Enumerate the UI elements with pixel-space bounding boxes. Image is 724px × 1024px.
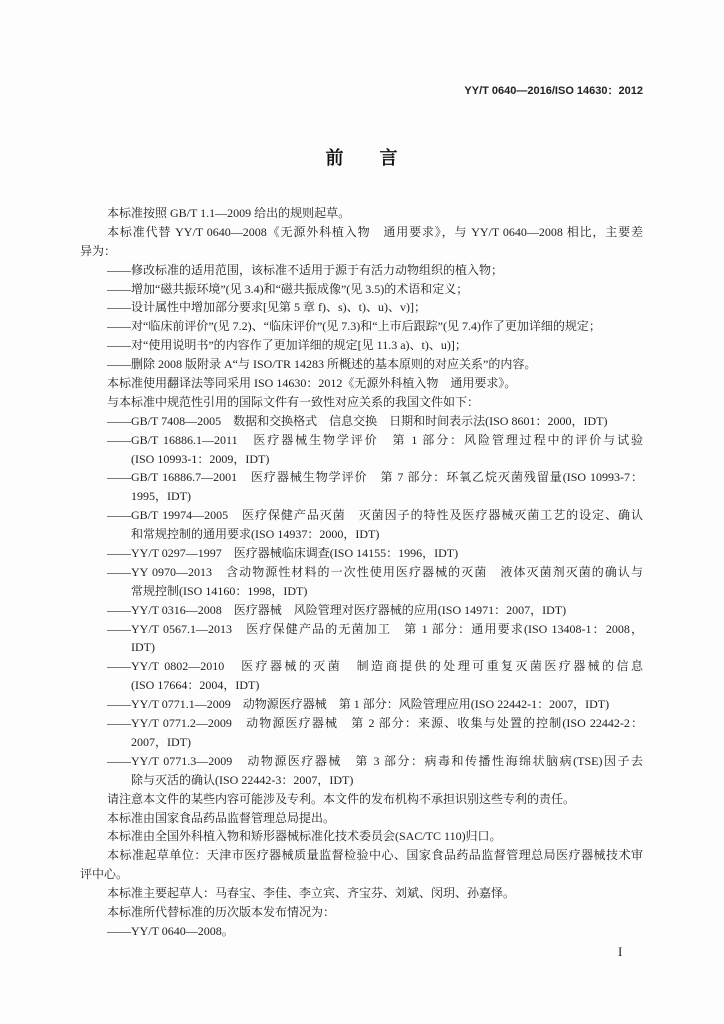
replacement-paragraph-continuation: 异为： — [80, 243, 117, 258]
reference-item: ——GB/T 7408—2005 数据和交换格式 信息交换 日期和时间表示法(ISO 8601：2000，IDT) — [107, 413, 608, 428]
reference-item-continuation: 2007，IDT) — [131, 734, 191, 749]
reference-item: ——YY/T 0802—2010 医疗器械的灭菌 制造商提供的处理可重复灭菌医疗器械的信息 — [107, 659, 643, 674]
proposer-paragraph: 本标准由国家食品药品监督管理总局提出。 — [107, 810, 336, 825]
change-item: ——修改标准的适用范围，该标准不适用于源于有活力动物组织的植入物； — [107, 262, 504, 277]
reference-item: ——YY/T 0316—2008 医疗器械 风险管理对医疗器械的应用(ISO 14971：2007，IDT) — [107, 602, 567, 617]
page-number: I — [618, 944, 623, 959]
standard-code-header: YY/T 0640—2016/ISO 14630：2012 — [464, 85, 643, 97]
reference-item: ——YY/T 0771.2—2009 动物源医疗器械 第 2 部分：来源、收集与处置的控制(ISO 22442-2： — [107, 716, 643, 731]
reference-item-continuation: 常规控制(ISO 14160：1998，IDT) — [131, 583, 308, 598]
references-intro-paragraph: 与本标准中规范性引用的国际文件有一致性对应关系的我国文件如下： — [107, 394, 480, 409]
patent-notice-paragraph: 请注意本文件的某些内容可能涉及专利。本文件的发布机构不承担识别这些专利的责任。 — [107, 791, 576, 806]
reference-item: ——YY 0970—2013 含动物源性材料的一次性使用医疗器械的灭菌 液体灭菌剂灭菌的确认与 — [107, 564, 643, 579]
history-intro-paragraph: 本标准所代替标准的历次版本发布情况为： — [107, 904, 336, 919]
reference-item: ——YY/T 0567.1—2013 医疗保健产品的无菌加工 第 1 部分：通用要求(ISO 13408-1：2008， — [107, 621, 643, 636]
reference-item: ——GB/T 16886.7—2001 医疗器械生物学评价 第 7 部分：环氧乙烷灭菌残留量(ISO 10993-7： — [107, 470, 643, 485]
reference-item-continuation: (ISO 17664：2004，IDT) — [131, 678, 260, 693]
drafters-paragraph: 本标准主要起草人：马春宝、李佳、李立宾、齐宝芬、刘斌、闵玥、孙嘉怿。 — [107, 886, 516, 901]
foreword-body — [80, 204, 643, 941]
reference-item-continuation: 除与灭活的确认(ISO 22442-3：2007，IDT) — [131, 772, 354, 787]
reference-item: ——YY/T 0771.1—2009 动物源医疗器械 第 1 部分：风险管理应用(ISO 22442-1：2007，IDT) — [107, 697, 610, 712]
reference-item: ——YY/T 0297—1997 医疗器械临床调查(ISO 14155：1996，IDT) — [107, 546, 459, 561]
drafting-rule-paragraph: 本标准按照 GB/T 1.1—2009 给出的规则起草。 — [107, 206, 351, 220]
drafting-units-paragraph-continuation: 评中心。 — [80, 867, 129, 882]
reference-item-continuation: IDT) — [131, 640, 155, 655]
reference-item: ——GB/T 19974—2005 医疗保健产品灭菌 灭菌因子的特性及医疗器械灭菌工艺的设定、确认 — [107, 508, 643, 523]
adoption-paragraph: 本标准使用翻译法等同采用 ISO 14630：2012《无源外科植入物 通用要求》。 — [107, 376, 517, 391]
change-item: ——增加“磁共振环境”(见 3.4)和“磁共振成像”(见 3.5)的术语和定义； — [107, 281, 469, 296]
page-title: 前 言 — [325, 148, 398, 168]
reference-item-continuation: 1995，IDT) — [131, 489, 191, 504]
reference-item-continuation: 和常规控制的通用要求(ISO 14937：2000，IDT) — [131, 527, 380, 542]
administrator-paragraph: 本标准由全国外科植入物和矫形器械标准化技术委员会(SAC/TC 110)归口。 — [107, 829, 502, 844]
reference-item-continuation: (ISO 10993-1：2009，IDT) — [131, 451, 270, 466]
reference-item: ——GB/T 16886.1—2011 医疗器械生物学评价 第 1 部分：风险管理过程中的评价与试验 — [107, 432, 643, 447]
change-item: ——删除 2008 版附录 A“与 ISO/TR 14283 所概述的基本原则的对应关系”的内容。 — [107, 357, 537, 372]
reference-item: ——YY/T 0771.3—2009 动物源医疗器械 第 3 部分：病毒和传播性海绵状脑病(TSE)因子去 — [107, 753, 643, 768]
change-item: ——对“临床前评价”(见 7.2)、“临床评价”(见 7.3)和“上市后跟踪”(见 7.4)作了更加详细的规定； — [107, 319, 601, 334]
history-item: ——YY/T 0640—2008。 — [107, 923, 234, 938]
change-item: ——设计属性中增加部分要求[见第 5 章 f)、s)、t)、u)、v)]； — [107, 300, 426, 315]
drafting-units-paragraph: 本标准起草单位：天津市医疗器械质量监督检验中心、国家食品药品监督管理总局医疗器械技术审 — [107, 848, 643, 863]
replacement-paragraph: 本标准代替 YY/T 0640—2008《无源外科植入物 通用要求》，与 YY/T 0640—2008 相比，主要差 — [107, 224, 643, 239]
change-item: ——对“使用说明书”的内容作了更加详细的规定[见 11.3 a)、t)、u)]； — [107, 338, 467, 353]
